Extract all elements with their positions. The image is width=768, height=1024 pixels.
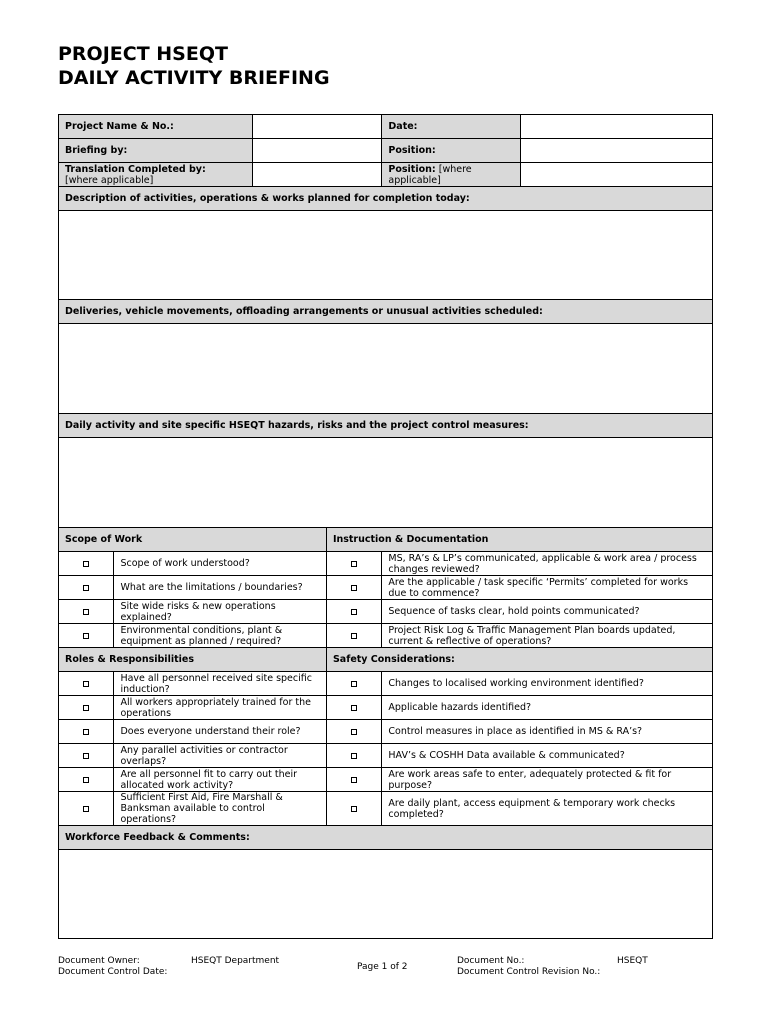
checklist-item: Are work areas safe to enter, adequately protected & fit for purpose? — [382, 768, 713, 792]
document-revision-label: Document Control Revision No.: — [457, 967, 601, 977]
checkbox[interactable] — [326, 720, 381, 744]
checkbox-icon — [83, 561, 89, 567]
checkbox[interactable] — [59, 672, 114, 696]
title-line-2: DAILY ACTIVITY BRIEFING — [58, 67, 330, 89]
translation-field[interactable] — [252, 163, 382, 187]
checkbox-icon — [83, 729, 89, 735]
checkbox-icon — [83, 585, 89, 591]
deliveries-field[interactable] — [59, 324, 713, 414]
footer-owner-labels — [58, 956, 167, 978]
checklist-item: Sufficient First Aid, Fire Marshall & Banksman available to control operations? — [114, 792, 326, 826]
footer-page — [357, 962, 408, 973]
checklist-item: Project Risk Log & Traffic Management Plan boards updated, current & reflective of operations? — [382, 624, 713, 648]
checkbox[interactable] — [326, 552, 381, 576]
document-number-label: Document No.: — [457, 956, 525, 966]
checkbox-icon — [351, 729, 357, 735]
translation-note: [where applicable] — [65, 174, 154, 186]
description-heading: Description of activities, operations & works planned for completion today: — [59, 187, 713, 211]
checkbox-icon — [83, 806, 89, 812]
checkbox[interactable] — [59, 552, 114, 576]
briefing-by-label: Briefing by: — [59, 139, 253, 163]
checkbox[interactable] — [326, 672, 381, 696]
project-name-label: Project Name & No.: — [59, 115, 253, 139]
checkbox[interactable] — [326, 792, 381, 826]
document-control-date-label: Document Control Date: — [58, 967, 168, 977]
position2-note: [where applicable] — [388, 163, 472, 186]
safety-heading: Safety Considerations: — [326, 648, 712, 672]
checkbox-icon — [83, 777, 89, 783]
checkbox[interactable] — [59, 744, 114, 768]
checkbox-icon — [83, 681, 89, 687]
briefing-by-field[interactable] — [252, 139, 382, 163]
checkbox-icon — [351, 561, 357, 567]
checklist-item: All workers appropriately trained for the operations — [114, 696, 326, 720]
checkbox[interactable] — [59, 696, 114, 720]
checkbox-icon — [83, 705, 89, 711]
checklist-item: What are the limitations / boundaries? — [114, 576, 326, 600]
checklist-item: Are daily plant, access equipment & temporary work checks completed? — [382, 792, 713, 826]
instruction-heading: Instruction & Documentation — [326, 528, 712, 552]
page-number: Page 1 of 2 — [357, 962, 408, 972]
document-number-value: HSEQT — [617, 956, 648, 966]
date-label: Date: — [382, 115, 520, 139]
checklist-item: Applicable hazards identified? — [382, 696, 713, 720]
document-owner-value: HSEQT Department — [191, 956, 280, 966]
checklist-item: Have all personnel received site specific induction? — [114, 672, 326, 696]
checkbox-icon — [83, 633, 89, 639]
checkbox-icon — [83, 753, 89, 759]
checkbox-icon — [83, 609, 89, 615]
checklist-item: HAV’s & COSHH Data available & communicated? — [382, 744, 713, 768]
roles-heading: Roles & Responsibilities — [59, 648, 327, 672]
feedback-field[interactable] — [59, 850, 713, 939]
checkbox-icon — [351, 806, 357, 812]
footer-doc-value — [617, 956, 648, 967]
document-title — [58, 42, 330, 90]
translation-label-cell — [59, 163, 253, 187]
feedback-heading: Workforce Feedback & Comments: — [59, 826, 713, 850]
checklist-item: Environmental conditions, plant & equipment as planned / required? — [114, 624, 326, 648]
checkbox[interactable] — [326, 576, 381, 600]
checklist-item: Are the applicable / task specific ‘Permits’ completed for works due to commence? — [382, 576, 713, 600]
position-label: Position: — [382, 139, 520, 163]
checkbox-icon — [351, 633, 357, 639]
scope-of-work-heading: Scope of Work — [59, 528, 327, 552]
position2-label: Position: — [388, 163, 436, 175]
checkbox[interactable] — [59, 600, 114, 624]
checkbox[interactable] — [326, 696, 381, 720]
checkbox[interactable] — [59, 768, 114, 792]
checkbox[interactable] — [326, 624, 381, 648]
checklist-item: MS, RA’s & LP’s communicated, applicable & work area / process changes reviewed? — [382, 552, 713, 576]
checkbox-icon — [351, 585, 357, 591]
position2-label-cell — [382, 163, 520, 187]
checkbox[interactable] — [59, 576, 114, 600]
position-field[interactable] — [520, 139, 712, 163]
checkbox-icon — [351, 609, 357, 615]
checkbox[interactable] — [326, 744, 381, 768]
document-owner-label: Document Owner: — [58, 956, 140, 966]
checkbox[interactable] — [59, 792, 114, 826]
title-line-1: PROJECT HSEQT — [58, 43, 228, 65]
checklist-item: Control measures in place as identified in MS & RA’s? — [382, 720, 713, 744]
footer-owner-value — [191, 956, 279, 967]
checkbox-icon — [351, 777, 357, 783]
checkbox[interactable] — [326, 768, 381, 792]
checkbox[interactable] — [326, 600, 381, 624]
deliveries-heading: Deliveries, vehicle movements, offloading arrangements or unusual activities scheduled: — [59, 300, 713, 324]
checklist-item: Are all personnel fit to carry out their allocated work activity? — [114, 768, 326, 792]
hazards-field[interactable] — [59, 438, 713, 528]
date-field[interactable] — [520, 115, 712, 139]
briefing-form — [58, 114, 713, 939]
checklist-item: Changes to localised working environment identified? — [382, 672, 713, 696]
checkbox[interactable] — [59, 720, 114, 744]
checklist-item: Site wide risks & new operations explained? — [114, 600, 326, 624]
project-name-field[interactable] — [252, 115, 382, 139]
hazards-heading: Daily activity and site specific HSEQT hazards, risks and the project control measures: — [59, 414, 713, 438]
checklist-item: Scope of work understood? — [114, 552, 326, 576]
checkbox-icon — [351, 705, 357, 711]
footer-doc-labels — [457, 956, 600, 978]
checklist-item: Any parallel activities or contractor overlaps? — [114, 744, 326, 768]
position2-field[interactable] — [520, 163, 712, 187]
checklist-item: Sequence of tasks clear, hold points communicated? — [382, 600, 713, 624]
description-field[interactable] — [59, 211, 713, 300]
checklist-item: Does everyone understand their role? — [114, 720, 326, 744]
checkbox-icon — [351, 681, 357, 687]
checkbox[interactable] — [59, 624, 114, 648]
checkbox-icon — [351, 753, 357, 759]
translation-label: Translation Completed by: — [65, 163, 206, 175]
